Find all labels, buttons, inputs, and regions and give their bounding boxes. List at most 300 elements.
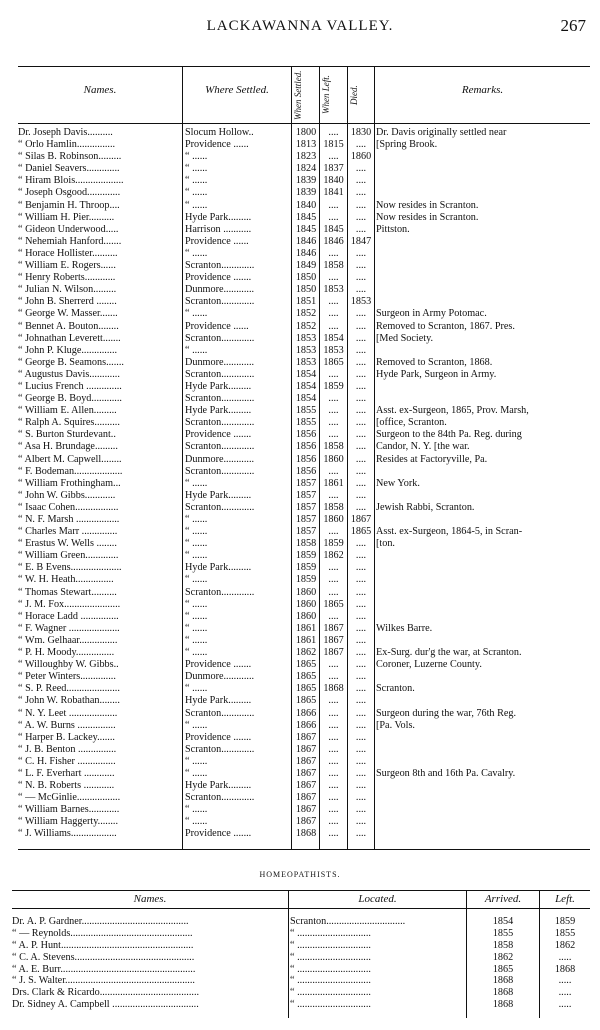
year-settled: 1867 (295, 816, 317, 828)
where-settled: Scranton............. (185, 465, 255, 477)
physician-name: “ Daniel Seavers............. (18, 163, 120, 175)
year-left: 1862 (554, 939, 576, 951)
year-died: .... (355, 465, 367, 477)
physician-name: “ Charles Marr .............. (18, 526, 118, 538)
table-row (18, 296, 590, 308)
year-died: .... (355, 344, 367, 356)
year-settled: 1856 (295, 441, 317, 453)
year-died: .... (355, 501, 367, 513)
year-died: .... (355, 671, 367, 683)
year-left: .... (328, 828, 339, 840)
header-rule (18, 123, 590, 124)
physician-name: “ N. B. Roberts ............ (18, 780, 115, 792)
year-settled: 1850 (295, 272, 317, 284)
year-arrived: 1854 (492, 916, 514, 927)
year-died: .... (355, 610, 367, 622)
year-settled: 1865 (295, 671, 317, 683)
year-settled: 1860 (295, 598, 317, 610)
year-left: .... (328, 405, 339, 417)
year-left: 1840 (323, 175, 344, 187)
where-settled: Providence ...... (185, 139, 249, 151)
physician-name: “ Wm. Gelhaar............... (18, 634, 118, 646)
year-settled: 1861 (295, 634, 317, 646)
physician-name: “ Augustus Davis............ (18, 368, 120, 380)
year-left: 1853 (323, 284, 344, 296)
remarks: Surgeon 8th and 16th Pa. Cavalry. (376, 767, 516, 779)
physician-name: “ Willoughby W. Gibbs.. (18, 659, 119, 671)
located: Scranton............................... (290, 916, 406, 927)
year-left: .... (328, 127, 339, 138)
year-left: 1867 (323, 622, 344, 634)
year-settled: 1866 (295, 719, 317, 731)
year-left: .... (328, 526, 339, 538)
remarks: Asst. ex-Surgeon, 1864-5, in Scran- (376, 526, 523, 538)
year-settled: 1859 (295, 550, 317, 562)
year-left: .... (328, 272, 339, 284)
where-settled: “ ...... (185, 622, 208, 634)
year-arrived: 1868 (492, 975, 514, 987)
table-row (18, 284, 590, 296)
physician-name: “ Isaac Cohen................. (18, 501, 119, 513)
table-row (18, 127, 590, 139)
remarks: New York. (376, 477, 420, 489)
physician-name: “ William E. Allen......... (18, 405, 117, 417)
year-settled: 1846 (295, 247, 317, 259)
table-row (18, 768, 590, 780)
physician-name: “ Asa H. Brundage......... (18, 441, 118, 453)
table-row (18, 224, 590, 236)
year-settled: 1861 (295, 622, 317, 634)
year-settled: 1857 (295, 514, 317, 525)
year-left: .... (328, 489, 339, 501)
physician-name: “ Joseph Osgood............. (18, 187, 121, 199)
year-died: .... (355, 622, 367, 634)
physician-name: “ George B. Seamons....... (18, 356, 124, 368)
year-settled: 1855 (295, 417, 317, 429)
year-left: 1860 (323, 453, 344, 465)
table-row (18, 744, 590, 756)
physician-name: “ J. M. Fox...................... (18, 598, 121, 610)
physician-name: “ F. Bodeman................... (18, 465, 123, 477)
year-left: .... (328, 429, 339, 441)
homeopath-name: Drs. Clark & Ricardo....................................... (12, 987, 200, 999)
physician-name: “ F. Wagner .................... (18, 622, 120, 634)
year-left: 1868 (554, 963, 576, 975)
year-left: 1862 (323, 550, 344, 562)
year-left: 1861 (323, 477, 344, 489)
year-died: .... (355, 223, 367, 235)
year-died: 1867 (350, 514, 372, 525)
year-settled: 1857 (295, 526, 317, 538)
where-settled: Scranton............. (185, 260, 255, 272)
table-row (18, 478, 590, 490)
year-settled: 1852 (295, 320, 317, 332)
year-arrived: 1868 (492, 987, 514, 999)
located: “ ............................. (290, 939, 371, 951)
year-settled: 1849 (295, 260, 317, 272)
table-row (12, 964, 590, 976)
remarks: Coroner, Luzerne County. (376, 659, 482, 671)
where-settled: “ ...... (185, 804, 208, 816)
where-settled: Hyde Park......... (185, 780, 252, 792)
year-died: 1830 (350, 127, 372, 138)
year-settled: 1867 (295, 804, 317, 816)
where-settled: “ ...... (185, 755, 208, 767)
year-left: .... (328, 743, 339, 755)
physician-name: “ William Green............. (18, 550, 119, 562)
where-settled: Hyde Park......... (185, 562, 252, 574)
table-row (18, 260, 590, 272)
year-left: 1858 (323, 501, 344, 513)
year-left: .... (328, 199, 339, 211)
where-settled: Hyde Park......... (185, 695, 252, 707)
year-settled: 1845 (295, 223, 317, 235)
located-header: Located. (358, 893, 397, 905)
where-settled: Scranton............. (185, 417, 255, 429)
year-died: .... (355, 453, 367, 465)
year-died: .... (355, 767, 367, 779)
year-left: 1815 (323, 139, 344, 151)
year-died: .... (355, 405, 367, 417)
physician-name: “ Silas B. Robinson......... (18, 151, 122, 163)
physician-name: “ William E. Rogers...... (18, 260, 116, 272)
header-rule (12, 908, 590, 909)
physician-name: “ Julian N. Wilson......... (18, 284, 117, 296)
homeo-names-header: Names. (133, 893, 167, 905)
table-row (18, 550, 590, 562)
physician-name: “ Gideon Underwood..... (18, 223, 119, 235)
year-left: 1846 (323, 235, 344, 247)
homeopath-name: “ A. E. Burr..................................................... (12, 963, 196, 975)
year-died: .... (355, 634, 367, 646)
physician-name: “ John B. Sherrerd ........ (18, 296, 117, 308)
year-died: .... (355, 211, 367, 223)
year-left: .... (328, 296, 339, 308)
table-row (18, 490, 590, 502)
table-row (18, 405, 590, 417)
where-settled: “ ...... (185, 247, 208, 259)
year-died: .... (355, 574, 367, 586)
year-died: .... (355, 356, 367, 368)
physician-name: “ Nehemiah Hanford....... (18, 235, 122, 247)
where-settled: Harrison ........... (185, 223, 252, 235)
year-died: .... (355, 828, 367, 840)
names-header: Names. (83, 84, 117, 96)
located: “ ............................. (290, 975, 371, 987)
year-settled: 1857 (295, 501, 317, 513)
year-left: 1841 (323, 187, 344, 199)
year-settled: 1839 (295, 175, 317, 187)
year-settled: 1839 (295, 187, 317, 199)
year-arrived: 1868 (492, 999, 514, 1011)
where-settled: Providence ....... (185, 659, 252, 671)
where-settled: Scranton............. (185, 441, 255, 453)
year-settled: 1840 (295, 199, 317, 211)
homeopathists-table (12, 890, 590, 1018)
year-left: 1868 (323, 683, 344, 695)
year-arrived: 1855 (492, 927, 514, 939)
year-left: 1859 (554, 916, 576, 927)
year-settled: 1856 (295, 429, 317, 441)
year-settled: 1846 (295, 235, 317, 247)
physician-name: “ P. H. Moody............... (18, 647, 115, 659)
remarks: Scranton. (376, 683, 415, 695)
year-left: .... (328, 417, 339, 429)
physician-name: “ William Barnes............ (18, 804, 120, 816)
table-row (18, 695, 590, 707)
physician-name: “ William Haggerty........ (18, 816, 119, 828)
table-row (12, 940, 590, 952)
table-row (18, 816, 590, 828)
year-settled: 1867 (295, 731, 317, 743)
year-left: ..... (558, 999, 572, 1011)
table-row (18, 236, 590, 248)
year-settled: 1824 (295, 163, 317, 175)
year-settled: 1855 (295, 405, 317, 417)
table-row (18, 526, 590, 538)
year-settled: 1856 (295, 465, 317, 477)
year-died: .... (355, 489, 367, 501)
remarks-header: Remarks. (461, 84, 504, 96)
year-left: 1854 (323, 332, 344, 344)
year-died: .... (355, 755, 367, 767)
physician-name: “ Orlo Hamlin............... (18, 139, 116, 151)
table-row (18, 454, 590, 466)
year-left: 1860 (323, 514, 344, 525)
where-settled: Dunmore............ (185, 671, 255, 683)
physician-name: “ William Frothingham... (18, 477, 121, 489)
year-arrived: 1862 (492, 951, 514, 963)
year-settled: 1856 (295, 453, 317, 465)
where-settled: Hyde Park......... (185, 489, 252, 501)
year-died: .... (355, 780, 367, 792)
remarks: [Spring Brook. (376, 139, 438, 151)
table-row (18, 683, 590, 695)
where-settled: Scranton............. (185, 296, 255, 308)
year-died: .... (355, 477, 367, 489)
physician-name: “ J. Williams.................. (18, 828, 117, 840)
physician-name: “ L. F. Everhart ............ (18, 767, 115, 779)
year-left: ..... (558, 987, 572, 999)
year-left: .... (328, 574, 339, 586)
physician-name: “ George B. Boyd............ (18, 393, 122, 405)
year-settled: 1866 (295, 707, 317, 719)
year-died: .... (355, 429, 367, 441)
where-settled: “ ...... (185, 634, 208, 646)
year-left: ..... (558, 975, 572, 987)
table-row (18, 333, 590, 345)
where-settled: Providence ...... (185, 235, 249, 247)
where-settled: “ ...... (185, 344, 208, 356)
year-died: .... (355, 417, 367, 429)
table-row (12, 999, 590, 1011)
year-died: .... (355, 550, 367, 562)
year-left: 1837 (323, 163, 344, 175)
table-row (18, 417, 590, 429)
physician-name: “ John W. Robathan........ (18, 695, 120, 707)
table-row (18, 441, 590, 453)
physician-name: “ C. H. Fisher ............... (18, 755, 116, 767)
located: “ ............................. (290, 999, 371, 1011)
physician-name: “ Hiram Blois................... (18, 175, 124, 187)
year-settled: 1845 (295, 211, 317, 223)
where-settled: “ ...... (185, 767, 208, 779)
year-settled: 1867 (295, 767, 317, 779)
physician-name: “ Horace Hollister.......... (18, 247, 118, 259)
year-left: 1859 (323, 538, 344, 550)
where-settled: “ ...... (185, 526, 208, 538)
year-died: .... (355, 187, 367, 199)
year-arrived: 1865 (492, 963, 514, 975)
year-died: .... (355, 441, 367, 453)
year-died: .... (355, 743, 367, 755)
year-left: .... (328, 586, 339, 598)
located: “ ............................. (290, 951, 371, 963)
homeopath-name: Dr. Sidney A. Campbell .................................. (12, 999, 199, 1011)
physician-name: “ J. B. Benton ............... (18, 743, 117, 755)
table-row (12, 975, 590, 987)
year-left: .... (328, 719, 339, 731)
year-settled: 1858 (295, 538, 317, 550)
table-row (12, 916, 590, 928)
physician-name: “ George W. Masser....... (18, 308, 118, 320)
year-left: .... (328, 707, 339, 719)
where-settled: “ ...... (185, 199, 208, 211)
remarks: Now resides in Scranton. (376, 199, 479, 211)
physician-name: “ W. H. Heath............... (18, 574, 114, 586)
year-left: 1867 (323, 634, 344, 646)
remarks: Pittston. (376, 223, 410, 235)
where-settled: Hyde Park......... (185, 380, 252, 392)
year-left: .... (328, 671, 339, 683)
remarks: Removed to Scranton, 1868. (376, 356, 493, 368)
table-row (18, 671, 590, 683)
table-row (18, 381, 590, 393)
where-settled: Providence ....... (185, 429, 252, 441)
where-settled-header: Where Settled. (205, 84, 269, 96)
when-left-header: When Left. (321, 75, 331, 115)
where-settled: “ ...... (185, 610, 208, 622)
year-left: .... (328, 780, 339, 792)
homeopath-name: “ C. A. Stevens............................................... (12, 951, 195, 963)
table-row (18, 514, 590, 526)
remarks: [Pa. Vols. (376, 719, 415, 731)
where-settled: Slocum Hollow.. (185, 127, 254, 138)
year-died: .... (355, 320, 367, 332)
year-left: 1845 (323, 223, 344, 235)
year-died: .... (355, 586, 367, 598)
physician-name: “ Erastus W. Wells ........ (18, 538, 117, 550)
year-died: .... (355, 816, 367, 828)
physician-name: “ Ralph A. Squires.......... (18, 417, 120, 429)
year-left: .... (328, 610, 339, 622)
table-row (18, 828, 590, 840)
year-died: .... (355, 272, 367, 284)
where-settled: “ ...... (185, 514, 208, 525)
remarks: Resides at Factoryville, Pa. (376, 453, 488, 465)
table-row (18, 720, 590, 732)
where-settled: Scranton............. (185, 368, 255, 380)
table-row (18, 175, 590, 187)
physician-name: “ E. B Evens.................... (18, 562, 122, 574)
table-row (18, 647, 590, 659)
table-row (18, 429, 590, 441)
where-settled: Providence ....... (185, 731, 252, 743)
year-left: .... (328, 320, 339, 332)
running-title: LACKAWANNA VALLEY. (206, 18, 394, 34)
year-left: ..... (558, 951, 572, 963)
where-settled: Providence ...... (185, 320, 249, 332)
physician-name: “ N. F. Marsh ................. (18, 514, 120, 525)
where-settled: Providence ....... (185, 272, 252, 284)
year-settled: 1857 (295, 477, 317, 489)
physician-name: “ S. P. Reed..................... (18, 683, 120, 695)
year-died: .... (355, 139, 367, 151)
table-row (18, 659, 590, 671)
year-died: .... (355, 332, 367, 344)
table-row (18, 308, 590, 320)
year-died: 1847 (350, 235, 372, 247)
homeopath-name: “ — Reynolds................................................ (12, 927, 193, 939)
remarks: [Med Society. (376, 332, 434, 344)
where-settled: Scranton............. (185, 707, 255, 719)
where-settled: “ ...... (185, 163, 208, 175)
where-settled: Scranton............. (185, 586, 255, 598)
where-settled: “ ...... (185, 719, 208, 731)
table-row (18, 212, 590, 224)
year-left: 1859 (323, 380, 344, 392)
year-died: .... (355, 260, 367, 272)
remarks: Hyde Park, Surgeon in Army. (376, 368, 497, 380)
table-row (18, 345, 590, 357)
table-row (18, 732, 590, 744)
where-settled: Scranton............. (185, 332, 255, 344)
physician-name: “ John P. Kluge.............. (18, 344, 118, 356)
year-died: .... (355, 247, 367, 259)
year-settled: 1800 (295, 127, 317, 138)
where-settled: Scranton............. (185, 792, 255, 804)
where-settled: Hyde Park......... (185, 405, 252, 417)
physician-name: “ William H. Pier.......... (18, 211, 115, 223)
year-died: .... (355, 598, 367, 610)
year-settled: 1852 (295, 308, 317, 320)
year-died: .... (355, 695, 367, 707)
remarks: Jewish Rabbi, Scranton. (376, 501, 475, 513)
table-row (18, 792, 590, 804)
table-row (18, 369, 590, 381)
located: “ ............................. (290, 963, 371, 975)
year-died: .... (355, 731, 367, 743)
remarks: Now resides in Scranton. (376, 211, 479, 223)
year-settled: 1867 (295, 743, 317, 755)
physician-name: “ S. Burton Sturdevant.. (18, 429, 116, 441)
year-settled: 1853 (295, 332, 317, 344)
year-died: .... (355, 647, 367, 659)
table-row (18, 635, 590, 647)
remarks: Surgeon in Army Potomac. (376, 308, 487, 320)
year-settled: 1865 (295, 695, 317, 707)
table-row (12, 952, 590, 964)
where-settled: Scranton............. (185, 501, 255, 513)
year-left: .... (328, 562, 339, 574)
year-settled: 1865 (295, 683, 317, 695)
where-settled: “ ...... (185, 187, 208, 199)
page-number: 267 (560, 16, 586, 35)
table-row (12, 987, 590, 999)
where-settled: “ ...... (185, 175, 208, 187)
year-arrived: 1858 (492, 939, 514, 951)
physician-name: “ Albert M. Capwell........ (18, 453, 122, 465)
